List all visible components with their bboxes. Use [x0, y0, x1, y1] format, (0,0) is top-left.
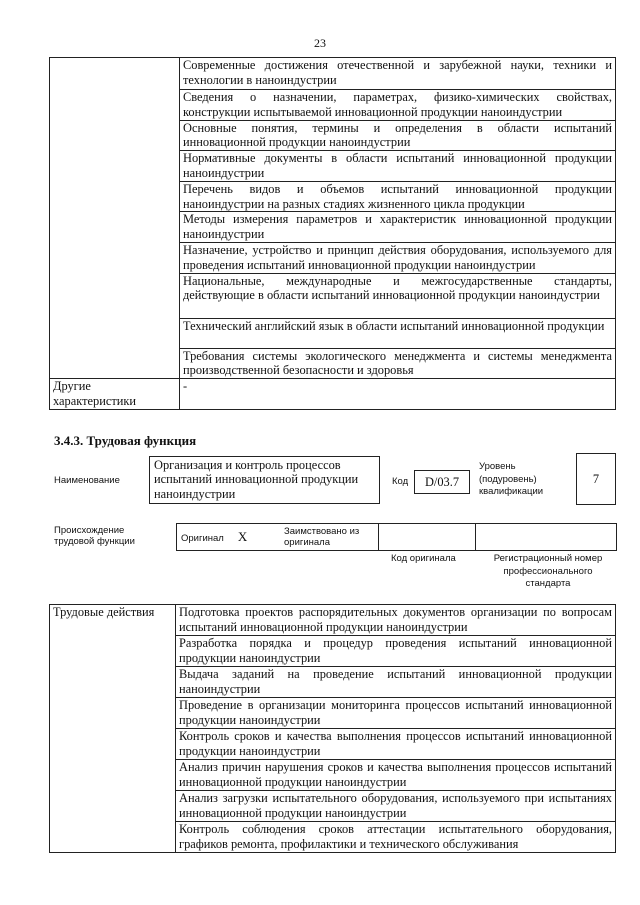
name-label: Наименование — [54, 475, 120, 486]
knowledge-row: Требования системы экологического менеджмента и системы менеджмента производственной безопасности и здоровья — [180, 348, 616, 379]
knowledge-row: Национальные, международные и межгосударственные стандарты, действующие в области испытаний инновационной продукции наноиндустрии — [180, 273, 616, 318]
labor-action-row: Подготовка проектов распорядительных документов организации по вопросам испытаний инновационной продукции наноиндустрии — [176, 605, 616, 636]
code-label: Код — [392, 476, 409, 487]
labor-action-row: Контроль сроков и качества выполнения процессов испытаний инновационной продукции наноиндустрии — [176, 729, 616, 760]
other-characteristics-label: Другие характеристики — [50, 379, 180, 410]
knowledge-row: Технический английский язык в области испытаний инновационной продукции — [180, 318, 616, 348]
registration-caption: Регистрационный номер профессионального стандарта — [493, 553, 603, 589]
labor-action-row: Анализ загрузки испытательного оборудования, используемого при испытаниях инновационной продукции наноиндустрии — [176, 791, 616, 822]
knowledge-row: Современные достижения отечественной и зарубежной науки, техники и технологии в наноиндустрии — [180, 58, 616, 90]
level-label: Уровень (подуровень) квалификации — [479, 461, 544, 497]
registration-number-cell — [476, 524, 617, 551]
original-mark: X — [237, 529, 248, 544]
knowledge-row: Основные понятия, термины и определения в области испытаний инновационной продукции наноиндустрии — [180, 120, 616, 151]
code-box: D/03.7 — [414, 470, 470, 494]
section-title: 3.4.3. Трудовая функция — [54, 433, 197, 448]
knowledge-row: Методы измерения параметров и характеристик инновационной продукции наноиндустрии — [180, 212, 616, 243]
origin-table — [176, 523, 617, 551]
knowledge-table — [49, 57, 616, 410]
function-name-box: Организация и контроль процессов испытаний инновационной продукции наноиндустрии — [149, 456, 380, 504]
original-code-cell — [379, 524, 476, 551]
knowledge-row: Назначение, устройство и принцип действия оборудования, используемого для проведения испытаний инновационной продукции наноиндустрии — [180, 242, 616, 273]
knowledge-row: Перечень видов и объемов испытаний инновационной продукции наноиндустрии на разных стадиях жизненного цикла продукции — [180, 181, 616, 212]
labor-action-row: Проведение в организации мониторинга процессов испытаний инновационной продукции наноиндустрии — [176, 698, 616, 729]
knowledge-row: Сведения о назначении, параметрах, физико-химических свойствах, конструкции испытываемой инновационной продукции наноиндустрии — [180, 90, 616, 121]
borrowed-label: Заимствовано из оригинала — [284, 526, 360, 548]
labor-action-row: Контроль соблюдения сроков аттестации испытательного оборудования, графиков ремонта, профилактики и технического обслуживания — [176, 822, 616, 853]
labor-actions-label: Трудовые действия — [50, 605, 176, 853]
page-number: 23 — [314, 36, 326, 50]
level-box: 7 — [576, 453, 616, 505]
labor-actions-table — [49, 604, 616, 853]
original-label: Оригинал — [181, 533, 224, 544]
original-code-caption: Код оригинала — [391, 553, 456, 564]
labor-action-row: Выдача заданий на проведение испытаний инновационной продукции наноиндустрии — [176, 667, 616, 698]
knowledge-row: Нормативные документы в области испытаний инновационной продукции наноиндустрии — [180, 151, 616, 182]
knowledge-label-cell — [50, 58, 180, 379]
labor-action-row: Анализ причин нарушения сроков и качества выполнения процессов испытаний инновационной продукции наноиндустрии — [176, 760, 616, 791]
labor-action-row: Разработка порядка и процедур проведения испытаний инновационной продукции наноиндустрии — [176, 636, 616, 667]
origin-label: Происхождение трудовой функции — [54, 525, 135, 547]
other-characteristics-value: - — [180, 379, 616, 410]
